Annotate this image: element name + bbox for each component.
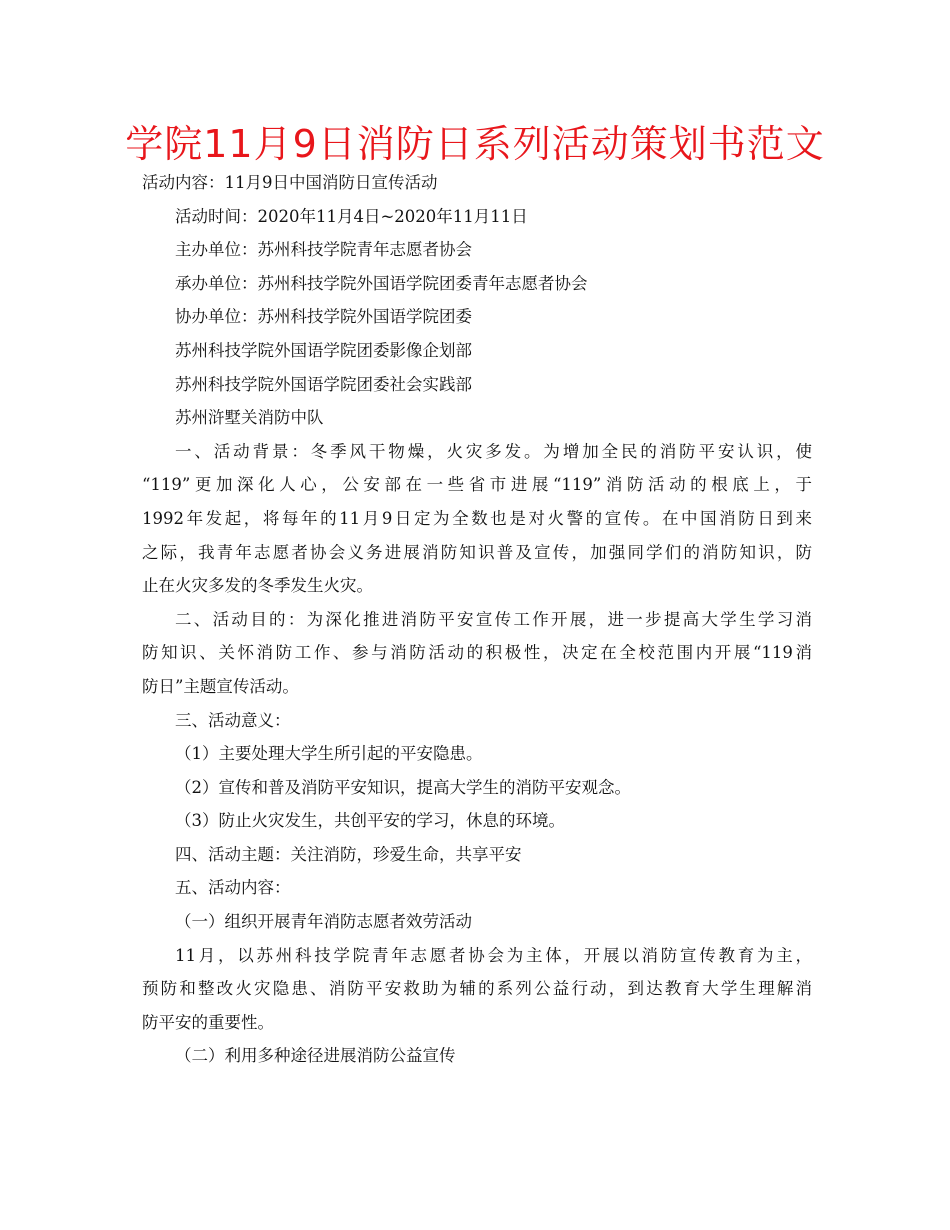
text-line: （3）防止火灾发生，共创平安的学习，休息的环境。 xyxy=(175,811,565,831)
text-line: 协办单位：苏州科技学院外国语学院团委 xyxy=(175,307,472,327)
text-line: 五、活动内容： xyxy=(175,878,291,898)
text-line: 活动内容：11月9日中国消防日宣传活动 xyxy=(142,173,438,192)
text-line: 1992年发起，将每年的11月9日定为全数也是对火警的宣传。在中国消防日到来 xyxy=(142,508,812,528)
text-line: “119”更加深化人心，公安部在一些省市进展“119”消防活动的根底上，于 xyxy=(142,475,812,495)
document-title: 学院11月9日消防日系列活动策划书范文 xyxy=(125,122,825,166)
text-line: 11月，以苏州科技学院青年志愿者协会为主体，开展以消防宣传教育为主， xyxy=(175,945,812,965)
text-line: 三、活动意义： xyxy=(175,710,291,730)
text-line: （二）利用多种途径进展消防公益宣传 xyxy=(175,1046,456,1066)
text-line: 四、活动主题：关注消防，珍爱生命，共享平安 xyxy=(175,844,522,864)
text-line: 苏州浒墅关消防中队 xyxy=(175,408,324,428)
text-line: 预防和整改火灾隐患、消防平安救助为辅的系列公益行动，到达教育大学生理解消 xyxy=(142,979,812,999)
text-line: （2）宣传和普及消防平安知识，提高大学生的消防平安观念。 xyxy=(175,777,631,797)
text-line: 主办单位：苏州科技学院青年志愿者协会 xyxy=(175,240,472,260)
text-line: （一）组织开展青年消防志愿者效劳活动 xyxy=(175,912,472,932)
text-line: 活动时间：2020年11月4日~2020年11月11日 xyxy=(175,206,528,226)
text-line: 一、活动背景：冬季风干物燥，火灾多发。为增加全民的消防平安认识，使 xyxy=(175,441,812,461)
text-line: 之际，我青年志愿者协会义务进展消防知识普及宣传，加强同学们的消防知识，防 xyxy=(142,542,812,562)
text-line: 防日”主题宣传活动。 xyxy=(142,676,299,696)
text-line: 承办单位：苏州科技学院外国语学院团委青年志愿者协会 xyxy=(175,273,588,293)
text-line: 二、活动目的：为深化推进消防平安宣传工作开展，进一步提高大学生学习消 xyxy=(175,609,812,629)
text-line: 防知识、关怀消防工作、参与消防活动的积极性，决定在全校范围内开展“119消 xyxy=(142,643,812,663)
text-line: （1）主要处理大学生所引起的平安隐患。 xyxy=(175,744,483,764)
text-line: 止在火灾多发的冬季发生火灾。 xyxy=(142,576,373,596)
text-line: 苏州科技学院外国语学院团委社会实践部 xyxy=(175,374,472,394)
document-body xyxy=(142,166,812,1073)
text-line: 苏州科技学院外国语学院团委影像企划部 xyxy=(175,340,472,360)
text-line: 防平安的重要性。 xyxy=(142,1012,274,1032)
